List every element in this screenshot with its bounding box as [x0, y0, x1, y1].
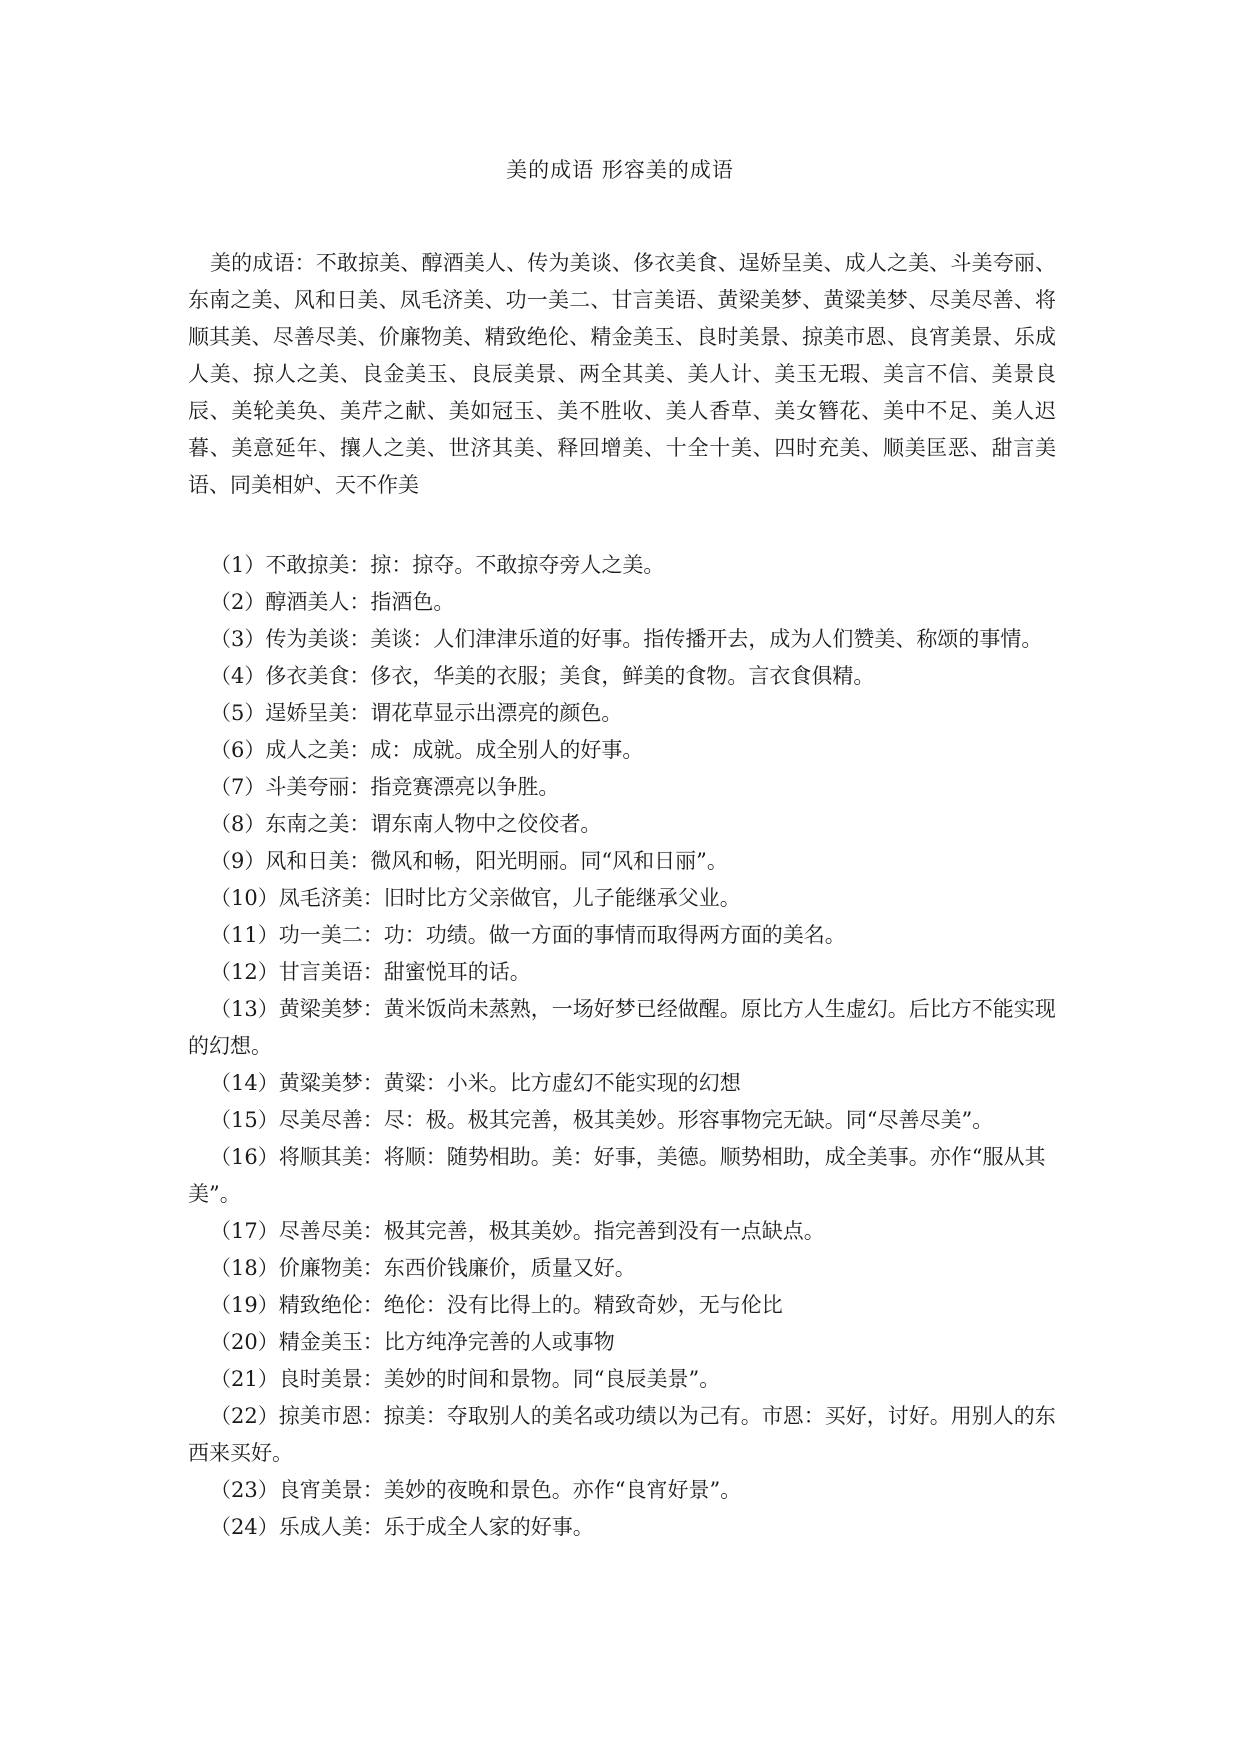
idiom-entry: （1）不敢掠美：掠：掠夺。不敢掠夺旁人之美。 [210, 553, 665, 577]
idiom-entry: （14）黄粱美梦：黄粱：小米。比方虚幻不能实现的幻想 [210, 1071, 741, 1095]
idiom-entry: （2）醇酒美人：指酒色。 [210, 590, 455, 614]
idiom-entry: （11）功一美二：功：功绩。做一方面的事情而取得两方面的美名。 [210, 923, 846, 947]
idiom-entry: （7）斗美夸丽：指竞赛漂亮以争胜。 [210, 775, 560, 799]
idiom-entry: （18）价廉物美：东西价钱廉价，质量又好。 [210, 1256, 636, 1280]
idiom-entry: （23）良宵美景：美妙的夜晚和景色。亦作“良宵好景”。 [210, 1478, 742, 1502]
idiom-entry: （19）精致绝伦：绝伦：没有比得上的。精致奇妙，无与伦比 [210, 1293, 783, 1317]
idiom-entry: （20）精金美玉：比方纯净完善的人或事物 [210, 1330, 615, 1354]
idiom-entry: （5）逞娇呈美：谓花草显示出漂亮的颜色。 [210, 701, 623, 725]
idiom-entry: （12）甘言美语：甜蜜悦耳的话。 [210, 960, 531, 984]
idiom-entry: （21）良时美景：美妙的时间和景物。同“良辰美景”。 [210, 1367, 721, 1391]
idiom-entry: （6）成人之美：成：成就。成全别人的好事。 [210, 738, 644, 762]
idiom-entry: （15）尽美尽善：尽：极。极其完善，极其美妙。形容事物完无缺。同“尽善尽美”。 [210, 1108, 994, 1132]
idiom-entry: （10）凤毛济美：旧时比方父亲做官，儿子能继承父业。 [210, 886, 741, 910]
idiom-entry: （24）乐成人美：乐于成全人家的好事。 [210, 1515, 594, 1539]
idiom-entry: （22）掠美市恩：掠美：夺取别人的美名或功绩以为己有。市恩：买好，讨好。用别人的东西来买好。 [188, 1404, 1056, 1465]
idiom-entry: （16）将顺其美：将顺：随势相助。美：好事，美德。顺势相助，成全美事。亦作“服从其美”。 [188, 1145, 1046, 1206]
idiom-entry: （4）侈衣美食：侈衣，华美的衣服；美食，鲜美的食物。言衣食俱精。 [210, 664, 875, 688]
idiom-entry: （17）尽善尽美：极其完善，极其美妙。指完善到没有一点缺点。 [210, 1219, 825, 1243]
intro-paragraph: 美的成语：不敢掠美、醇酒美人、传为美谈、侈衣美食、逞娇呈美、成人之美、斗美夸丽、东南之美、风和日美、凤毛济美、功一美二、甘言美语、黄梁美梦、黄粱美梦、尽美尽善、将顺其美、尽善尽美、价廉物美、精致绝伦、精金美玉、良时美景、掠美市恩、良宵美景、乐成人美、掠人之美、良金美玉、良辰美景、两全其美、美人计、美玉无瑕、美言不信、美景良辰、美轮美奂、美芹之献、美如冠玉、美不胜收、美人香草、美女簪花、美中不足、美人迟暮、美意延年、攘人之美、世济其美、释回增美、十全十美、四时充美、顺美匡恶、甜言美语、同美相妒、天不作美 [188, 251, 1056, 497]
document-title: 美的成语 形容美的成语 [506, 158, 734, 182]
idiom-entry: （3）传为美谈：美谈：人们津津乐道的好事。指传播开去，成为人们赞美、称颂的事情。 [210, 627, 1043, 651]
idiom-entry: （13）黄梁美梦：黄米饭尚未蒸熟，一场好梦已经做醒。原比方人生虚幻。后比方不能实现的幻想。 [188, 997, 1056, 1058]
idiom-entry: （8）东南之美：谓东南人物中之佼佼者。 [210, 812, 602, 836]
idiom-entry: （9）风和日美：微风和畅，阳光明丽。同“风和日丽”。 [210, 849, 728, 873]
idiom-list [188, 547, 1056, 1546]
